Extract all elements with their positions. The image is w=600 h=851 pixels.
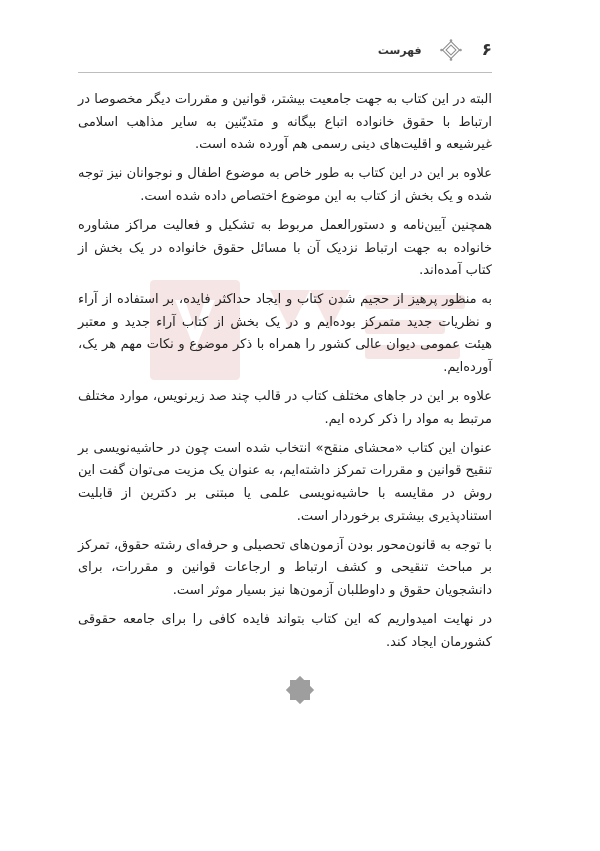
paragraph: علاوه بر این در این کتاب به طور خاص به موضوع اطفال و نوجوانان نیز توجه شده و یک بخش از کتاب به این موضوع اختصاص داده شده است. [78,166,492,204]
star-ornament-icon [284,674,316,706]
paragraph: علاوه بر این در جاهای مختلف کتاب در قالب چند صد زیرنویس، موارد مختلف مرتبط به مواد را ذکر کرده ایم. [78,389,492,427]
paragraph: همچنین آیین‌نامه و دستورالعمل مربوط به تشکیل و فعالیت مراکز مشاوره خانواده به جهت ارتباط نزدیک آن با مسائل حقوق خانواده در یک بخش از کتاب آمده‌اند. [78,217,492,279]
diamond-ornament-icon [440,39,462,61]
paragraph: به منظور پرهیز از حجیم شدن کتاب و ایجاد حداکثر فایده، بر استفاده از آراء و نظریات جدید متمرکز بوده‌ایم و در یک بخش از کتاب آراء جدید و معتبر هیئت عمومی دیوان عالی کشور را همراه با ذکر موضوع و نکات مهم هر یک، آورده‌ایم. [78,292,492,376]
header-divider [78,72,492,73]
paragraph: عنوان این کتاب «محشای منقح» انتخاب شده است چون در حاشیه‌نویسی بر تنقیح قوانین و مقررات تمرکز داشته‌ایم، به عنوان یک مزیت می‌توان گفت این روش در مقایسه با حاشیه‌نویسی علمی یا مبتنی بر دکترین از قابلیت استنادپذیری بیشتری برخوردار است. [78,440,492,524]
paragraph: با توجه به قانون‌محور بودن آزمون‌های تحصیلی و حرفه‌ای رشته حقوق، تمرکز بر مباحث تنقیحی و کشف ارتباط و ارجاعات قوانین و مقررات، برای دانشجویان حقوق و داوطلبان آزمون‌ها نیز بسیار موثر است. [78,537,492,598]
page-number: ۶ [481,40,492,60]
section-title: فهرست [377,43,422,57]
paragraph: در نهایت امیدواریم که این کتاب بتواند فایده کافی را برای جامعه حقوقی کشورمان ایجاد کند. [78,611,492,650]
paragraph: البته در این کتاب به جهت جامعیت بیشتر، قوانین و مقررات دیگر مخصوصا در ارتباط با حقوق خانواده اتباع بیگانه و متدیّنین به سایر مذاهب اسلامی غیرشیعه و اقلیت‌های دینی رسمی هم آورده شده است. [78,92,492,153]
page-body [78,89,492,661]
page-header [78,38,492,62]
